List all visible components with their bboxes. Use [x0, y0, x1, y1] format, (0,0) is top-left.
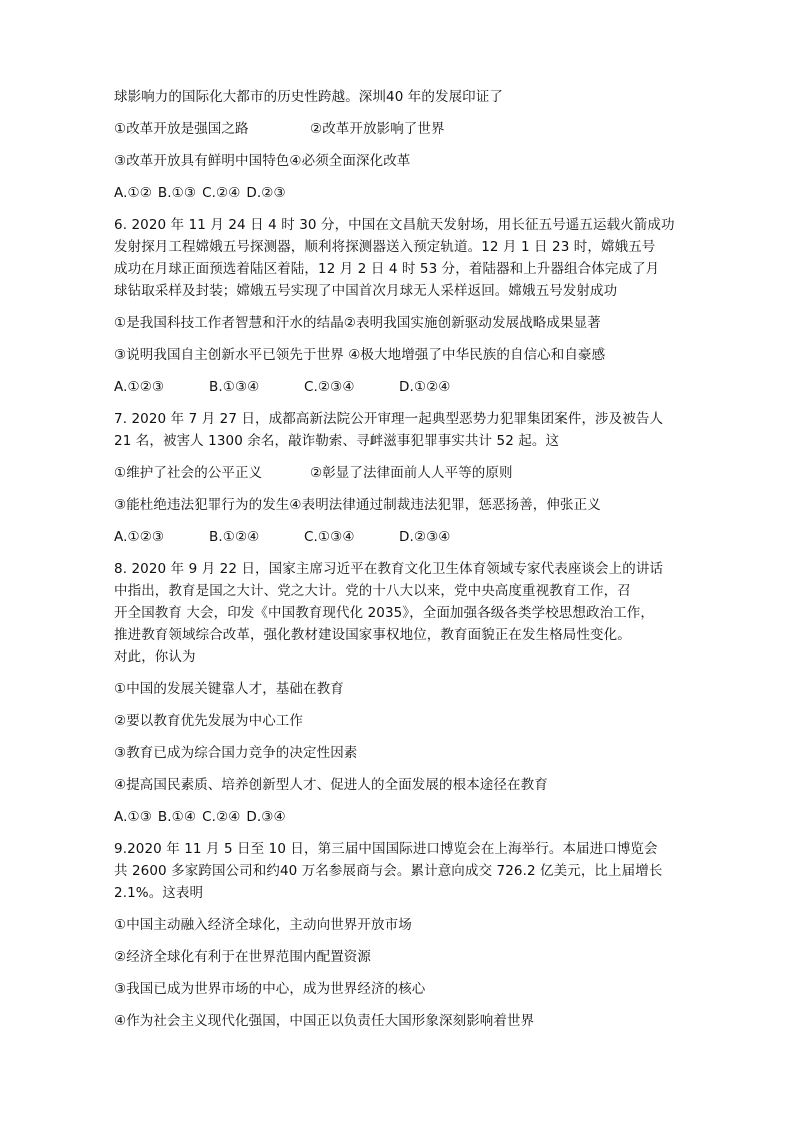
q6-stem-line: 球钻取采样及封装；嫦娥五号实现了中国首次月球无人采样返回。嫦娥五号发射成功 [114, 283, 618, 299]
q5-answer-a: A.①② [114, 185, 152, 201]
q8-answer-c: C.②④ [202, 809, 241, 825]
q8-stem-line: 8. 2020 年 9 月 22 日，国家主席习近平在教育文化卫生体育领域专家代表座谈会上的讲话 [114, 561, 664, 577]
q5-stem-line: 球影响力的国际化大都市的历史性跨越。深圳40 年的发展印证了 [114, 89, 503, 105]
q6-answer-c: C.②③④ [304, 379, 355, 395]
q8-option-1: ①中国的发展关键靠人才，基础在教育 [114, 681, 344, 697]
q8-answers [114, 806, 698, 828]
q9-option-2: ②经济全球化有利于在世界范围内配置资源 [114, 949, 372, 965]
q7-answer-b: B.①②④ [209, 529, 260, 545]
q7-option-1: ①维护了社会的公平正义 [114, 465, 263, 481]
q8-option-2: ②要以教育优先发展为中心工作 [114, 713, 304, 729]
q6-stem-line: 成功在月球正面预选着陆区着陆，12 月 2 日 4 时 53 分，着陆器和上升器组合体完成了月 [114, 261, 660, 277]
q5-options-row-2: ③改革开放具有鲜明中国特色④必须全面深化改革 [114, 153, 411, 169]
q6-answer-a: A.①②③ [114, 379, 165, 395]
q5-answer-c: C.②④ [202, 185, 241, 201]
q8-answer-d: D.③④ [246, 809, 286, 825]
q9-option-4: ④作为社会主义现代化强国，中国正以负责任大国形象深刻影响着世界 [114, 1013, 535, 1029]
q6-answers [114, 376, 698, 398]
q8-stem-line: 开全国教育 大会，印发《中国教育现代化 2035》，全面加强各级各类学校思想政治工作， [114, 605, 654, 621]
document-page [114, 86, 698, 1032]
q6-stem-line: 6. 2020 年 11 月 24 日 4 时 30 分，中国在文昌航天发射场，用长征五号遥五运载火箭成功 [114, 217, 675, 233]
q8-option-3: ③教育已成为综合国力竞争的决定性因素 [114, 745, 358, 761]
q5-option-2: ②改革开放影响了世界 [310, 121, 445, 137]
q9-stem-line: 2.1%。这表明 [114, 885, 204, 901]
q7-options-row-1 [114, 462, 698, 484]
q6-stem [114, 214, 698, 302]
q8-answer-a: A.①③ [114, 809, 152, 825]
q6-answer-b: B.①③④ [209, 379, 260, 395]
q9-option-3: ③我国已成为世界市场的中心，成为世界经济的核心 [114, 981, 426, 997]
q8-answer-b: B.①④ [157, 809, 197, 825]
q5-options-row-1 [114, 118, 698, 140]
q9-option-1: ①中国主动融入经济全球化，主动向世界开放市场 [114, 917, 412, 933]
q6-stem-line: 发射探月工程嫦娥五号探测器，顺利将探测器送入预定轨道。12 月 1 日 23 时，嫦娥五号 [114, 239, 656, 255]
q7-answer-c: C.①③④ [304, 529, 355, 545]
q5-option-1: ①改革开放是强国之路 [114, 121, 249, 137]
q7-answer-d: D.②③④ [399, 529, 451, 545]
q6-options-row-2: ③说明我国自主创新水平已领先于世界 ④极大地增强了中华民族的自信心和自豪感 [114, 347, 606, 363]
q8-stem-line: 对此，你认为 [114, 649, 196, 665]
q5-answer-b: B.①③ [157, 185, 197, 201]
q9-stem [114, 838, 698, 904]
q7-stem-line: 21 名，被害人 1300 余名，敲诈勒索、寻衅滋事犯罪事实共计 52 起。这 [114, 433, 560, 449]
q6-answer-d: D.①②④ [399, 379, 451, 395]
q8-stem-line: 推进教育领域综合改革，强化教材建设国家事权地位，教育面貌正在发生格局性变化。 [114, 627, 631, 643]
q7-options-row-2: ③能杜绝违法犯罪行为的发生④表明法律通过制裁违法犯罪，惩恶扬善，伸张正义 [114, 497, 601, 513]
q5-answers [114, 182, 698, 204]
q7-stem [114, 408, 698, 452]
q7-stem-line: 7. 2020 年 7 月 27 日，成都高新法院公开审理一起典型恶势力犯罪集团案件，涉及被告人 [114, 411, 664, 427]
q8-option-4: ④提高国民素质、培养创新型人才、促进人的全面发展的根本途径在教育 [114, 777, 548, 793]
q9-stem-line: 共 2600 多家跨国公司和约40 万名参展商与会。累计意向成交 726.2 亿美元，比上届增长 [114, 863, 663, 879]
q7-answers [114, 526, 698, 548]
q8-stem-line: 中指出，教育是国之大计、党之大计。党的十八大以来，党中央高度重视教育工作，召 [114, 583, 631, 599]
q7-answer-a: A.①②③ [114, 529, 165, 545]
q6-options-row-1: ①是我国科技工作者智慧和汗水的结晶②表明我国实施创新驱动发展战略成果显著 [114, 315, 601, 331]
q5-answer-d: D.②③ [246, 185, 286, 201]
q8-stem [114, 558, 698, 668]
q9-stem-line: 9.2020 年 11 月 5 日至 10 日，第三届中国国际进口博览会在上海举行。本届进口博览会 [114, 841, 658, 857]
q7-option-2: ②彰显了法律面前人人平等的原则 [310, 465, 513, 481]
